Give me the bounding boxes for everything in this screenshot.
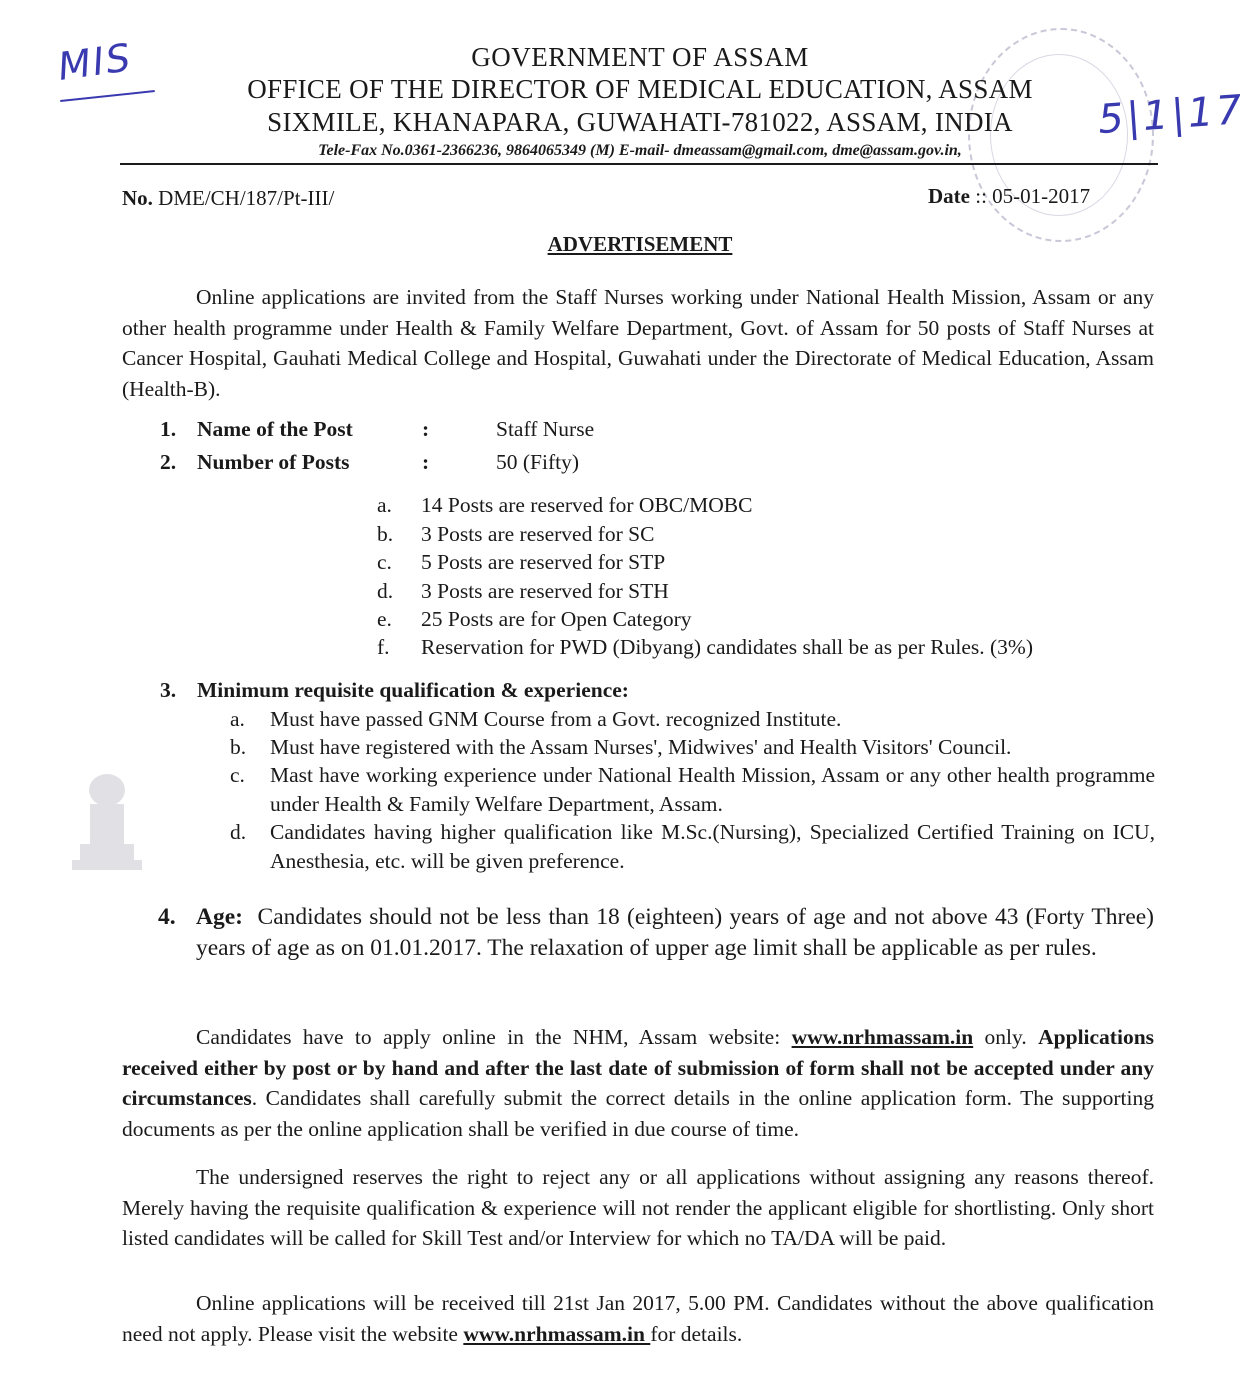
closing-text: for details. (650, 1321, 743, 1346)
closing-paragraph (122, 1288, 1154, 1349)
list-text: 25 Posts are for Open Category (421, 607, 692, 631)
letterhead-address: SIXMILE, KHANAPARA, GUWAHATI-781022, ASSAM, INDIA (267, 107, 1013, 137)
age-criteria (158, 902, 1154, 964)
item-number: 2. (160, 450, 177, 474)
item-label: Number of Posts (197, 450, 350, 474)
age-text: Candidates should not be less than 18 (eighteen) years of age and not above 43 (Forty Three) years of age as on 01.01.2017. The relaxation of upper age limit shall be applicable as per rules. (196, 904, 1155, 961)
date-value: :: 05-01-2017 (975, 184, 1091, 208)
date-label: Date (928, 184, 970, 208)
list-text: Must have registered with the Assam Nurses', Midwives' and Health Visitors' Council. (270, 735, 1012, 759)
list-marker: a. (377, 493, 392, 517)
age-label: Age: (196, 904, 243, 930)
intro-paragraph: Online applications are invited from the Staff Nurses working under National Health Mission, Assam or any other health programme under Health & Family Welfare Department, Govt. of Assam for 50 posts of Staff Nurses at Cancer Hospital, Gauhati Medical College and Hospital, Guwahati under the Directorate of Medical Education, Assam (Health-B). (122, 285, 1154, 401)
apply-text: Candidates have to apply online in the NHM, Assam website: (196, 1025, 792, 1049)
list-marker: c. (377, 550, 392, 574)
website-link[interactable]: www.nrhmassam.in (463, 1321, 651, 1346)
apply-text: only. (973, 1025, 1039, 1049)
list-text: Candidates having higher qualification like M.Sc.(Nursing), Specialized Certified Training on ICU, Anesthesia, etc. will be given preference. (270, 820, 1155, 873)
reserve-right-paragraph: The undersigned reserves the right to reject any or all applications without assigning any reasons thereof. Merely having the requisite qualification & experience will not render the applicant eligible for shortlisting. Only short listed candidates will be called for Skill Test and/or Interview for which no TA/DA will be paid. (122, 1165, 1154, 1250)
qualification-item (230, 705, 1155, 734)
item-label: Name of the Post (197, 417, 353, 441)
apply-paragraph (122, 1022, 1154, 1144)
item-colon: : (422, 450, 430, 474)
letterhead-divider (120, 163, 1158, 165)
list-marker: c. (230, 763, 245, 787)
list-text: Reservation for PWD (Dibyang) candidates shall be as per Rules. (3%) (421, 635, 1033, 659)
item-number: 3. (160, 678, 177, 702)
list-marker: e. (377, 607, 392, 631)
document-title: ADVERTISEMENT (547, 232, 733, 256)
handwritten-date: 5|1|17 (1096, 86, 1247, 144)
letterhead-office: OFFICE OF THE DIRECTOR OF MEDICAL EDUCATION, ASSAM (247, 74, 1033, 104)
list-marker: f. (377, 635, 390, 659)
item-label: Minimum requisite qualification & experience: (197, 678, 629, 702)
letterhead-contact: Tele-Fax No.0361-2366236, 9864065349 (M) E-mail- dmeassam@gmail.com, dme@assam.gov.in, (318, 142, 962, 159)
list-marker: d. (377, 579, 394, 603)
list-marker: b. (377, 522, 394, 546)
letterhead-government: GOVERNMENT OF ASSAM (471, 42, 809, 72)
handwritten-initials: MIS (55, 35, 135, 89)
list-text: 14 Posts are reserved for OBC/MOBC (421, 493, 753, 517)
list-text: Must have passed GNM Course from a Govt. recognized Institute. (270, 707, 842, 731)
item-number: 1. (160, 417, 177, 441)
emblem-watermark-icon (62, 760, 152, 890)
reference-number (122, 186, 334, 211)
list-text: 3 Posts are reserved for STH (421, 579, 669, 603)
reference-label: No. (122, 186, 153, 210)
closing-text: Online applications will be received till 21st Jan 2017, 5.00 PM. Candidates without the above qualification need not apply. Please visit the website (122, 1291, 1154, 1346)
list-marker: a. (230, 707, 245, 731)
qualification-item (230, 733, 1155, 762)
website-link[interactable]: www.nrhmassam.in (791, 1025, 974, 1049)
list-marker: d. (230, 820, 247, 844)
qualification-item (230, 761, 1155, 819)
list-text: 5 Posts are reserved for STP (421, 550, 666, 574)
apply-warning: Applications received either by post or by hand and after the last date of submission of form shall not be accepted under any circumstances (122, 1025, 1155, 1110)
item-value: Staff Nurse (496, 417, 595, 441)
item-value: 50 (Fifty) (496, 450, 580, 474)
item-number: 4. (158, 904, 176, 930)
list-text: 3 Posts are reserved for SC (421, 522, 655, 546)
list-marker: b. (230, 735, 247, 759)
qualification-item (230, 818, 1155, 876)
list-text: Mast have working experience under National Health Mission, Assam or any other health programme under Health & Family Welfare Department, Assam. (270, 763, 1155, 816)
item-colon: : (422, 417, 430, 441)
document-date (928, 184, 1090, 209)
reference-value: DME/CH/187/Pt-III/ (158, 186, 335, 210)
apply-text: . Candidates shall carefully submit the correct details in the online application form. The supporting documents as per the online application shall be verified in due course of time. (122, 1086, 1154, 1141)
